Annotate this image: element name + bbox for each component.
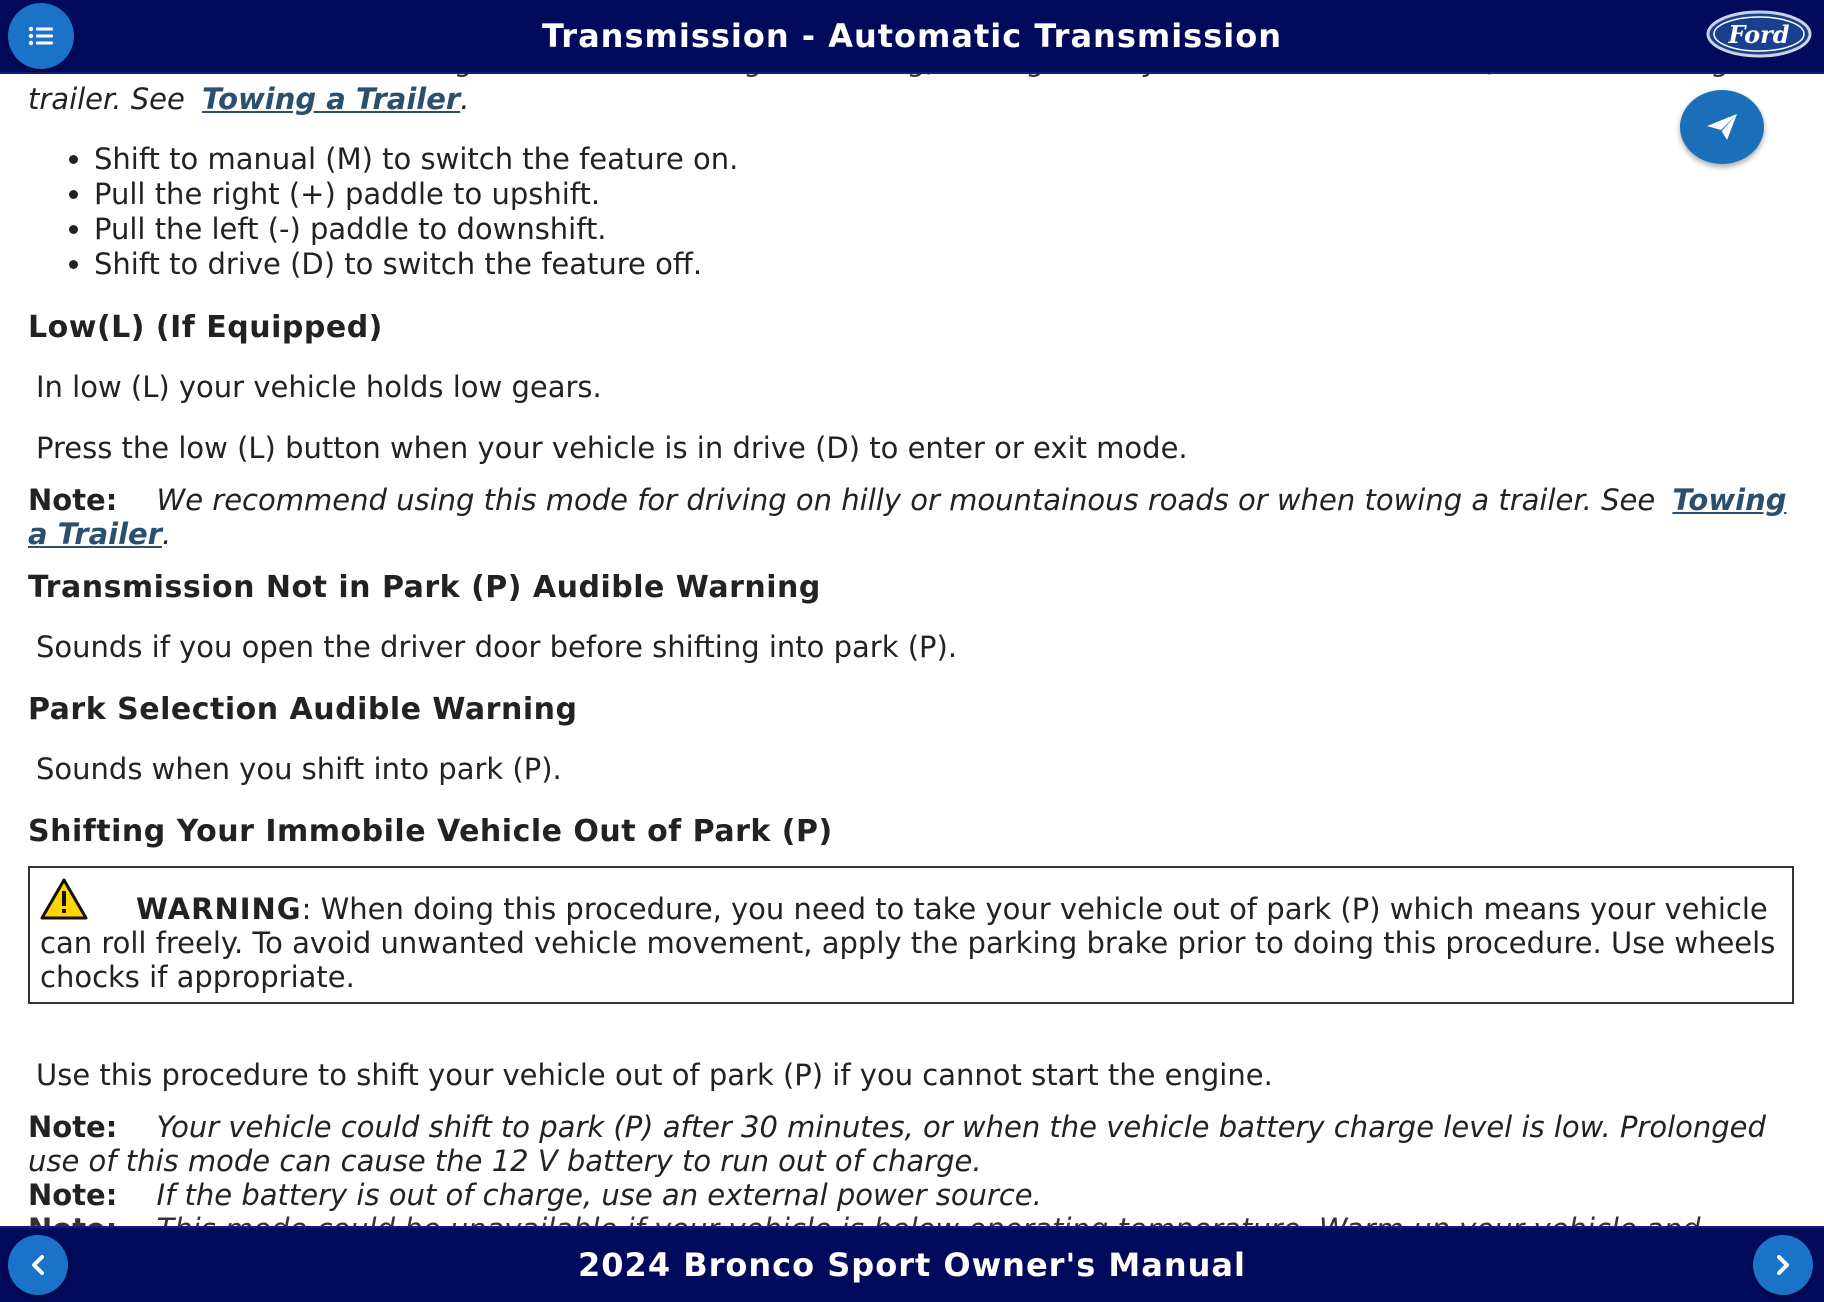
immobile-heading: Shifting Your Immobile Vehicle Out of Park (P) xyxy=(28,814,833,849)
warning-label: WARNING xyxy=(136,892,302,926)
low-note-line2 xyxy=(28,517,171,551)
low-paragraph-2: Press the low (L) button when your vehicle is in drive (D) to enter or exit mode. xyxy=(36,431,1188,465)
immobile-note1-line2: use of this mode can cause the 12 V battery to run out of charge. xyxy=(28,1144,982,1178)
warning-box xyxy=(28,866,1794,1004)
bullet-list xyxy=(64,142,738,282)
send-icon xyxy=(1705,112,1739,142)
towing-link-part1[interactable]: Towing xyxy=(1672,483,1787,517)
bottom-bar xyxy=(0,1226,1824,1302)
share-button[interactable] xyxy=(1680,90,1764,164)
towing-link-part2[interactable]: a Trailer xyxy=(28,517,162,551)
top-bar xyxy=(0,0,1824,74)
warning-text xyxy=(40,892,1784,994)
note-label: Note: xyxy=(28,483,118,517)
immobile-note2 xyxy=(28,1178,1042,1212)
low-heading: Low(L) (If Equipped) xyxy=(28,310,383,345)
manual-title: 2024 Bronco Sport Owner's Manual xyxy=(578,1246,1246,1284)
top-note-line2 xyxy=(28,82,469,116)
note-text: If the battery is out of charge, use an external power source. xyxy=(156,1178,1042,1212)
note-text: Your vehicle could shift to park (P) after 30 minutes, or when the vehicle battery charge level is low. Prolonged xyxy=(156,1110,1766,1144)
low-paragraph-1: In low (L) your vehicle holds low gears. xyxy=(36,370,602,404)
chevron-right-icon xyxy=(1773,1253,1793,1277)
list-item: • Shift to drive (D) to switch the feature off. xyxy=(94,247,738,282)
note-end: . xyxy=(161,517,172,551)
not-in-park-paragraph: Sounds if you open the driver door before shifting into park (P). xyxy=(36,630,958,664)
page-title: Transmission - Automatic Transmission xyxy=(541,17,1282,55)
list-item: • Pull the left (-) paddle to downshift. xyxy=(94,212,738,247)
park-selection-paragraph: Sounds when you shift into park (P). xyxy=(36,752,562,786)
svg-text:Ford: Ford xyxy=(1728,20,1790,49)
immobile-paragraph: Use this procedure to shift your vehicle out of park (P) if you cannot start the engine. xyxy=(36,1058,1273,1092)
note-end: . xyxy=(460,82,470,116)
not-in-park-heading: Transmission Not in Park (P) Audible Warning xyxy=(28,570,821,605)
ford-logo xyxy=(1706,10,1812,58)
note-text: We recommend using this mode for driving on hilly or mountainous roads or when towing a trailer. See xyxy=(156,483,1665,517)
list-item: • Pull the right (+) paddle to upshift. xyxy=(94,177,738,212)
towing-trailer-link[interactable]: Towing a Trailer xyxy=(202,82,461,116)
next-page-button[interactable] xyxy=(1753,1235,1813,1295)
warning-body: : When doing this procedure, you need to take your vehicle out of park (P) which means your vehicle can roll freely. To avoid unwanted vehicle movement, apply the parking brake prior to doing this procedure. Use wheels chocks if appropriate. xyxy=(40,892,1776,994)
low-note-line1 xyxy=(28,483,1787,517)
note-label: Note: xyxy=(28,1110,118,1144)
list-item: • Shift to manual (M) to switch the feature on. xyxy=(94,142,738,177)
note-label: Note: xyxy=(28,1178,118,1212)
park-selection-heading: Park Selection Audible Warning xyxy=(28,692,578,727)
immobile-note1-line1 xyxy=(28,1110,1766,1144)
note-text-cont: trailer. See xyxy=(28,82,195,116)
